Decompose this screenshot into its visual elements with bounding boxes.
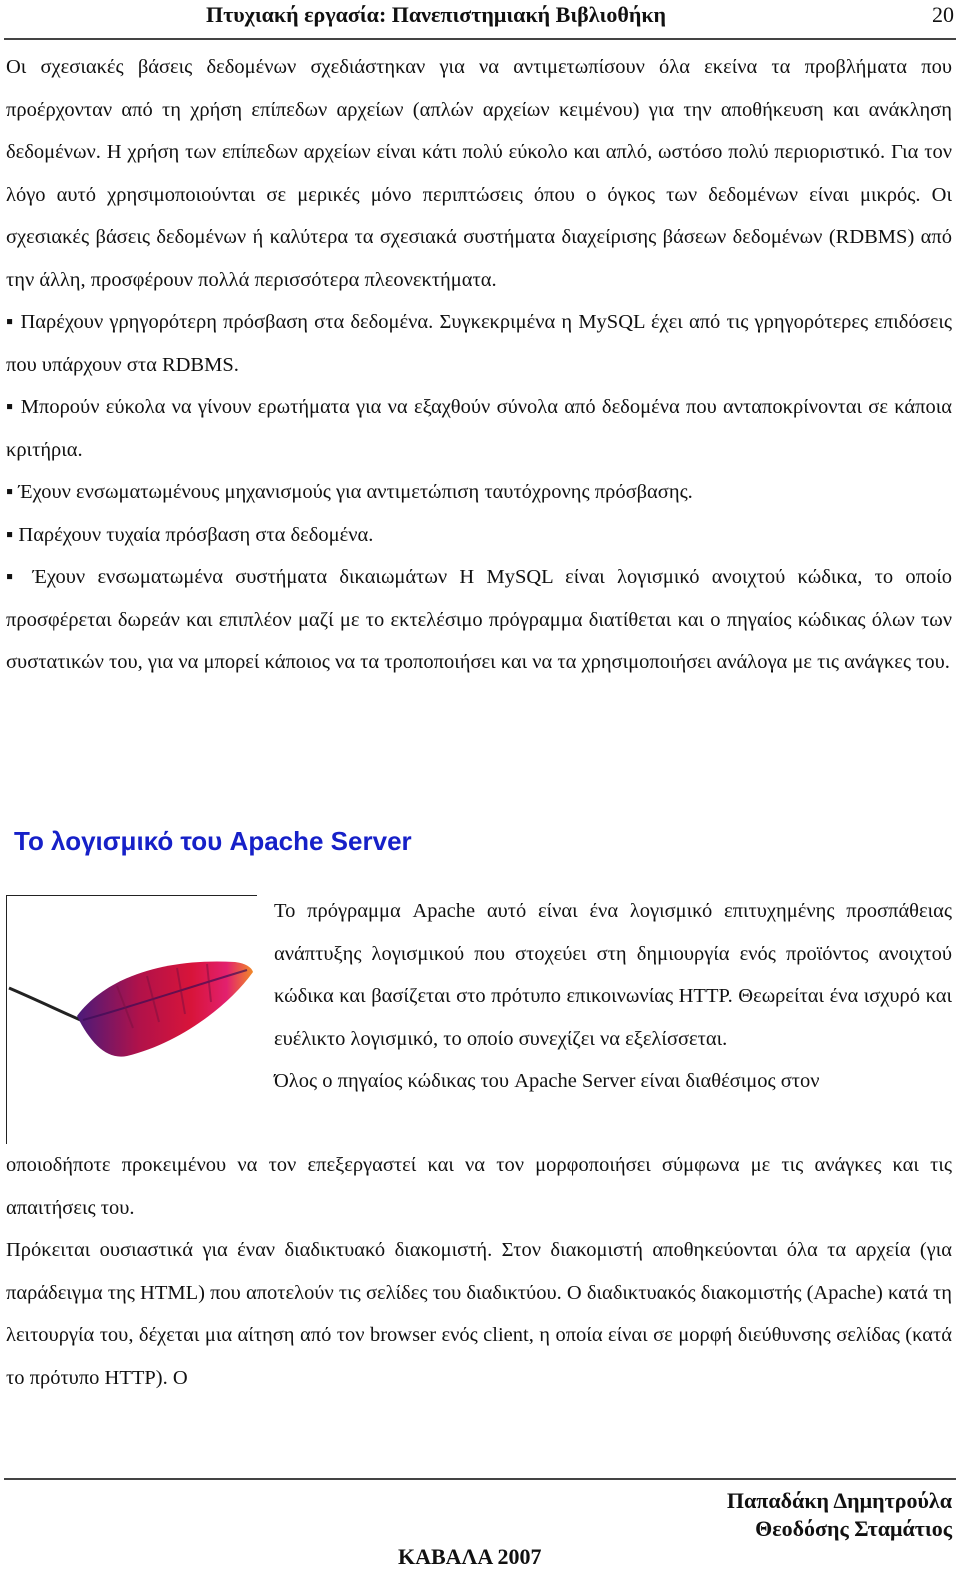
apache-feather-icon (7, 896, 257, 1144)
footer-author: Θεοδόσης Σταμάτιος (755, 1516, 952, 1541)
apache-paragraph: Πρόκειται ουσιαστικά για έναν διαδικτυακό διακομιστή. Στον διακομιστή αποθηκεύονται όλα τα αρχεία (για παράδειγμα της HTML) που αποτελούν τις σελίδες του διαδικτύου. Ο διαδικτυακός διακομιστής (Apache) κατά τη λειτουργία του, δέχεται μια αίτηση από τον browser ενός client, η οποία είναι σε μορφή διεύθυνσης σελίδας (κατά το πρότυπο HTTP). Ο (6, 1239, 952, 1389)
bullet-item: ▪ Παρέχουν τυχαία πρόσβαση στα δεδομένα. (6, 523, 374, 546)
bullet-item: ▪ Έχουν ενσωματωμένα συστήματα δικαιωμάτων Η MySQL είναι λογισμικό ανοιχτού κώδικα, το οποίο προσφέρεται δωρεάν και επιπλέον μαζί με το εκτελέσιμο πρόγραμμα διατίθεται και ο πηγαίος κώδικας όλων των συστατικών του, για να μπορεί κάποιος να τα τροποποιήσει και να τα χρησιμοποιήσει ανάλογα με τις ανάγκες του. (6, 566, 952, 673)
page-header (0, 0, 960, 40)
intro-paragraph: Οι σχεσιακές βάσεις δεδομένων σχεδιάστηκαν για να αντιμετωπίσουν όλα εκείνα τα προβλήματα που προέρχονταν από τη χρήση επίπεδων αρχείων (απλών αρχείων κειμένου) για την αποθήκευση και ανάκληση δεδομένων. Η χρήση των επίπεδων αρχείων είναι κάτι πολύ εύκολο και απλό, ωστόσο πολύ περιοριστικό. Για τον λόγο αυτό χρησιμοποιούνται σε μερικές μόνο περιπτώσεις όπου ο όγκος των δεδομένων είναι μικρός. Οι σχεσιακές βάσεις δεδομένων ή καλύτερα τα σχεσιακά συστήματα διαχείρισης βάσεων δεδομένων (RDBMS) από την άλλη, προσφέρουν πολλά περισσότερα πλεονεκτήματα. (6, 56, 952, 291)
apache-figure (6, 895, 257, 1144)
apache-continued-text (6, 1144, 952, 1399)
bullet-item: ▪ Μπορούν εύκολα να γίνουν ερωτήματα για να εξαχθούν σύνολα από δεδομένα που ανταποκρίνονται σε κάποια κριτήρια. (6, 396, 952, 461)
footer-author: Παπαδάκη Δημητρούλα (726, 1488, 952, 1513)
header-title: Πτυχιακή εργασία: Πανεπιστημιακή Βιβλιοθήκη (206, 2, 667, 27)
header-divider (4, 38, 956, 40)
apache-paragraph: οποιοδήποτε προκειμένου να τον επεξεργαστεί και να τον μορφοποιήσει σύμφωνα με τις ανάγκες και τις απαιτήσεις του. (6, 1154, 952, 1219)
footer-city-year: ΚΑΒΑΛΑ 2007 (398, 1544, 542, 1569)
body-text (6, 46, 952, 684)
apache-intro-text (274, 890, 952, 1103)
footer-divider (4, 1478, 956, 1480)
apache-paragraph-start: Όλος ο πηγαίος κώδικας του Apache Server είναι διαθέσιμος στον (274, 1070, 820, 1092)
apache-paragraph: Το πρόγραμμα Apache αυτό είναι ένα λογισμικό επιτυχημένης προσπάθειας ανάπτυξης λογισμικού που στοχεύει στη δημιουργία ενός προϊόντος ανοιχτού κώδικα και βασίζεται στο πρότυπο επικοινωνίας HTTP. Θεωρείται ένα ισχυρό και ευέλικτο λογισμικό, το οποίο συνεχίζει να εξελίσσεται. (274, 900, 952, 1050)
section-heading: Το λογισμικό του Apache Server (14, 826, 412, 856)
page-number: 20 (932, 2, 954, 27)
bullet-item: ▪ Παρέχουν γρηγορότερη πρόσβαση στα δεδομένα. Συγκεκριμένα η MySQL έχει από τις γρηγορότερες επιδόσεις που υπάρχουν στα RDBMS. (6, 311, 952, 376)
bullet-item: ▪ Έχουν ενσωματωμένους μηχανισμούς για αντιμετώπιση ταυτόχρονης πρόσβασης. (6, 481, 693, 503)
